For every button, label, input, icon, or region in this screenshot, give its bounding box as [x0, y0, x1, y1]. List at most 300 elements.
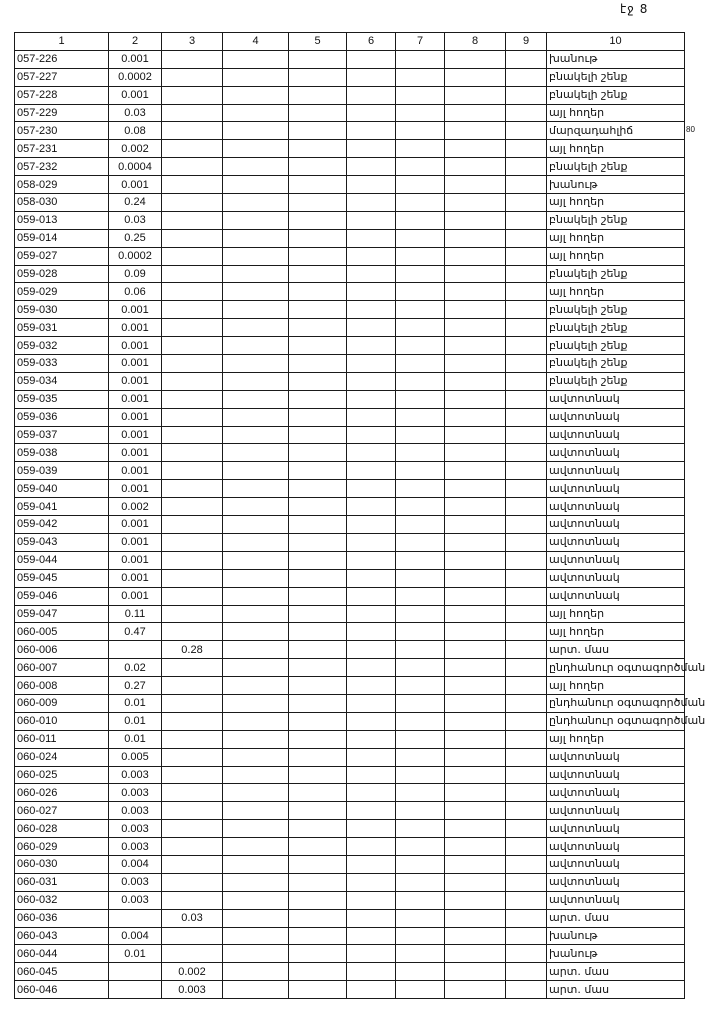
parcel-id-cell: 059-034 — [15, 372, 109, 390]
empty-cell — [223, 372, 289, 390]
area-cell: 0.01 — [109, 694, 162, 712]
empty-cell — [506, 229, 547, 247]
empty-cell — [445, 748, 506, 766]
empty-cell — [347, 355, 396, 373]
empty-cell — [347, 909, 396, 927]
empty-cell — [289, 677, 347, 695]
table-row — [15, 516, 685, 534]
empty-cell — [223, 873, 289, 891]
empty-cell — [223, 677, 289, 695]
parcel-id-cell: 060-046 — [15, 981, 109, 999]
area-extra-cell — [162, 194, 223, 212]
empty-cell — [396, 802, 445, 820]
table-row — [15, 247, 685, 265]
area-cell: 0.003 — [109, 820, 162, 838]
empty-cell — [223, 390, 289, 408]
area-extra-cell — [162, 444, 223, 462]
land-use-cell: խանութ — [547, 176, 685, 194]
area-cell: 0.001 — [109, 337, 162, 355]
empty-cell — [223, 50, 289, 68]
empty-cell — [445, 229, 506, 247]
empty-cell — [223, 229, 289, 247]
parcel-id-cell: 059-030 — [15, 301, 109, 319]
parcel-id-cell: 057-232 — [15, 158, 109, 176]
empty-cell — [506, 551, 547, 569]
table-row — [15, 337, 685, 355]
empty-cell — [289, 68, 347, 86]
empty-cell — [223, 963, 289, 981]
area-cell: 0.002 — [109, 498, 162, 516]
empty-cell — [223, 533, 289, 551]
empty-cell — [506, 140, 547, 158]
empty-cell — [347, 50, 396, 68]
empty-cell — [347, 945, 396, 963]
empty-cell — [223, 516, 289, 534]
empty-cell — [396, 390, 445, 408]
empty-cell — [506, 981, 547, 999]
parcel-id-cell: 059-037 — [15, 426, 109, 444]
area-cell: 0.001 — [109, 50, 162, 68]
empty-cell — [289, 873, 347, 891]
empty-cell — [347, 337, 396, 355]
land-use-cell: այլ հողեր — [547, 229, 685, 247]
land-use-cell: ավտոտնակ — [547, 444, 685, 462]
area-extra-cell — [162, 766, 223, 784]
empty-cell — [396, 712, 445, 730]
empty-cell — [289, 372, 347, 390]
empty-cell — [223, 712, 289, 730]
land-use-cell: այլ հողեր — [547, 730, 685, 748]
area-cell: 0.25 — [109, 229, 162, 247]
empty-cell — [347, 498, 396, 516]
table-row — [15, 873, 685, 891]
empty-cell — [396, 86, 445, 104]
empty-cell — [396, 176, 445, 194]
parcel-id-cell: 058-029 — [15, 176, 109, 194]
area-cell: 0.001 — [109, 551, 162, 569]
empty-cell — [347, 194, 396, 212]
empty-cell — [289, 551, 347, 569]
empty-cell — [396, 158, 445, 176]
land-use-cell: ավտոտնակ — [547, 533, 685, 551]
empty-cell — [289, 784, 347, 802]
area-extra-cell — [162, 838, 223, 856]
area-cell: 0.001 — [109, 480, 162, 498]
empty-cell — [445, 605, 506, 623]
empty-cell — [445, 86, 506, 104]
area-cell: 0.001 — [109, 301, 162, 319]
empty-cell — [445, 784, 506, 802]
parcel-id-cell: 060-008 — [15, 677, 109, 695]
table-row — [15, 283, 685, 301]
empty-cell — [396, 694, 445, 712]
empty-cell — [396, 587, 445, 605]
empty-cell — [347, 516, 396, 534]
area-extra-cell — [162, 408, 223, 426]
area-extra-cell — [162, 480, 223, 498]
empty-cell — [289, 158, 347, 176]
parcel-id-cell: 060-006 — [15, 641, 109, 659]
area-cell: 0.0002 — [109, 247, 162, 265]
empty-cell — [347, 838, 396, 856]
empty-cell — [506, 838, 547, 856]
table-row — [15, 945, 685, 963]
empty-cell — [289, 694, 347, 712]
empty-cell — [289, 587, 347, 605]
empty-cell — [223, 122, 289, 140]
empty-cell — [445, 50, 506, 68]
empty-cell — [396, 766, 445, 784]
empty-cell — [506, 355, 547, 373]
empty-cell — [506, 659, 547, 677]
table-row — [15, 408, 685, 426]
empty-cell — [396, 748, 445, 766]
area-extra-cell — [162, 211, 223, 229]
empty-cell — [506, 408, 547, 426]
parcel-id-cell: 059-028 — [15, 265, 109, 283]
land-use-cell: այլ հողեր — [547, 247, 685, 265]
parcel-id-cell: 059-047 — [15, 605, 109, 623]
table-row — [15, 426, 685, 444]
land-use-cell: բնակելի շենք — [547, 372, 685, 390]
area-cell: 0.003 — [109, 766, 162, 784]
parcel-id-cell: 060-030 — [15, 855, 109, 873]
empty-cell — [506, 68, 547, 86]
parcel-id-cell: 060-036 — [15, 909, 109, 927]
area-extra-cell — [162, 784, 223, 802]
empty-cell — [223, 158, 289, 176]
empty-cell — [347, 694, 396, 712]
table-row — [15, 533, 685, 551]
empty-cell — [347, 301, 396, 319]
empty-cell — [223, 766, 289, 784]
empty-cell — [396, 516, 445, 534]
empty-cell — [445, 855, 506, 873]
area-cell: 0.003 — [109, 838, 162, 856]
empty-cell — [347, 104, 396, 122]
empty-cell — [347, 283, 396, 301]
area-extra-cell — [162, 945, 223, 963]
parcel-id-cell: 059-027 — [15, 247, 109, 265]
empty-cell — [445, 408, 506, 426]
empty-cell — [506, 694, 547, 712]
area-cell: 0.003 — [109, 802, 162, 820]
empty-cell — [396, 945, 445, 963]
empty-cell — [396, 569, 445, 587]
parcel-id-cell: 057-227 — [15, 68, 109, 86]
empty-cell — [396, 122, 445, 140]
land-use-cell: բնակելի շենք — [547, 158, 685, 176]
table-row — [15, 319, 685, 337]
empty-cell — [347, 480, 396, 498]
empty-cell — [289, 766, 347, 784]
empty-cell — [445, 569, 506, 587]
area-cell: 0.001 — [109, 569, 162, 587]
empty-cell — [445, 247, 506, 265]
empty-cell — [223, 641, 289, 659]
land-use-cell: այլ հողեր — [547, 283, 685, 301]
table-row — [15, 820, 685, 838]
land-use-cell: բնակելի շենք — [547, 355, 685, 373]
empty-cell — [347, 211, 396, 229]
empty-cell — [223, 426, 289, 444]
table-row — [15, 587, 685, 605]
empty-cell — [506, 891, 547, 909]
area-cell: 0.01 — [109, 730, 162, 748]
area-cell: 0.06 — [109, 283, 162, 301]
table-row — [15, 927, 685, 945]
land-use-cell: բնակելի շենք — [547, 319, 685, 337]
parcel-id-cell: 060-026 — [15, 784, 109, 802]
table-row — [15, 981, 685, 999]
empty-cell — [396, 873, 445, 891]
parcel-id-cell: 059-035 — [15, 390, 109, 408]
area-extra-cell: 0.003 — [162, 981, 223, 999]
area-cell: 0.005 — [109, 748, 162, 766]
empty-cell — [506, 712, 547, 730]
empty-cell — [289, 712, 347, 730]
parcel-id-cell: 060-043 — [15, 927, 109, 945]
empty-cell — [289, 891, 347, 909]
area-cell: 0.001 — [109, 86, 162, 104]
table-row — [15, 50, 685, 68]
table-row — [15, 229, 685, 247]
table-row — [15, 838, 685, 856]
area-extra-cell — [162, 712, 223, 730]
table-row — [15, 301, 685, 319]
empty-cell — [347, 587, 396, 605]
empty-cell — [445, 927, 506, 945]
empty-cell — [396, 677, 445, 695]
parcel-id-cell: 060-031 — [15, 873, 109, 891]
empty-cell — [347, 766, 396, 784]
land-use-cell: բնակելի շենք — [547, 86, 685, 104]
parcel-id-cell: 060-044 — [15, 945, 109, 963]
table-row — [15, 444, 685, 462]
empty-cell — [289, 981, 347, 999]
empty-cell — [223, 551, 289, 569]
area-extra-cell — [162, 86, 223, 104]
empty-cell — [289, 838, 347, 856]
empty-cell — [396, 229, 445, 247]
parcel-id-cell: 059-014 — [15, 229, 109, 247]
area-cell: 0.001 — [109, 319, 162, 337]
area-extra-cell — [162, 533, 223, 551]
empty-cell — [396, 981, 445, 999]
empty-cell — [223, 623, 289, 641]
empty-cell — [396, 730, 445, 748]
empty-cell — [506, 855, 547, 873]
area-extra-cell — [162, 605, 223, 623]
area-extra-cell — [162, 158, 223, 176]
empty-cell — [506, 319, 547, 337]
empty-cell — [223, 408, 289, 426]
parcel-id-cell: 057-229 — [15, 104, 109, 122]
empty-cell — [347, 462, 396, 480]
empty-cell — [506, 426, 547, 444]
area-extra-cell — [162, 372, 223, 390]
area-cell: 0.0002 — [109, 68, 162, 86]
empty-cell — [347, 533, 396, 551]
area-cell: 0.002 — [109, 140, 162, 158]
empty-cell — [223, 945, 289, 963]
area-extra-cell — [162, 587, 223, 605]
empty-cell — [289, 820, 347, 838]
empty-cell — [396, 211, 445, 229]
area-extra-cell — [162, 140, 223, 158]
empty-cell — [445, 659, 506, 677]
empty-cell — [289, 319, 347, 337]
area-extra-cell — [162, 748, 223, 766]
area-cell: 0.24 — [109, 194, 162, 212]
empty-cell — [223, 855, 289, 873]
empty-cell — [347, 372, 396, 390]
parcel-id-cell: 059-033 — [15, 355, 109, 373]
parcel-id-cell: 060-028 — [15, 820, 109, 838]
empty-cell — [347, 319, 396, 337]
empty-cell — [445, 265, 506, 283]
empty-cell — [506, 623, 547, 641]
empty-cell — [289, 569, 347, 587]
empty-cell — [223, 319, 289, 337]
land-use-cell: այլ հողեր — [547, 623, 685, 641]
empty-cell — [289, 444, 347, 462]
area-extra-cell — [162, 820, 223, 838]
parcel-id-cell: 057-228 — [15, 86, 109, 104]
empty-cell — [445, 211, 506, 229]
parcel-id-cell: 059-031 — [15, 319, 109, 337]
empty-cell — [445, 551, 506, 569]
empty-cell — [223, 927, 289, 945]
parcel-id-cell: 059-032 — [15, 337, 109, 355]
empty-cell — [289, 104, 347, 122]
land-use-cell: բնակելի շենք — [547, 211, 685, 229]
area-cell — [109, 641, 162, 659]
table-row — [15, 730, 685, 748]
empty-cell — [223, 784, 289, 802]
area-cell: 0.0004 — [109, 158, 162, 176]
empty-cell — [289, 390, 347, 408]
empty-cell — [506, 498, 547, 516]
empty-cell — [396, 247, 445, 265]
empty-cell — [289, 927, 347, 945]
land-use-cell: այլ հողեր — [547, 677, 685, 695]
table-row — [15, 390, 685, 408]
land-use-cell: այլ հողեր — [547, 194, 685, 212]
table-row — [15, 963, 685, 981]
table-row — [15, 176, 685, 194]
column-header: 10 — [547, 33, 685, 51]
empty-cell — [289, 211, 347, 229]
empty-cell — [445, 873, 506, 891]
empty-cell — [396, 319, 445, 337]
area-cell: 0.003 — [109, 873, 162, 891]
area-cell — [109, 909, 162, 927]
area-extra-cell — [162, 677, 223, 695]
area-extra-cell — [162, 730, 223, 748]
empty-cell — [223, 68, 289, 86]
empty-cell — [396, 426, 445, 444]
empty-cell — [347, 981, 396, 999]
parcel-id-cell: 060-011 — [15, 730, 109, 748]
empty-cell — [396, 605, 445, 623]
area-cell: 0.001 — [109, 176, 162, 194]
empty-cell — [506, 909, 547, 927]
empty-cell — [445, 766, 506, 784]
empty-cell — [506, 301, 547, 319]
table-row — [15, 748, 685, 766]
empty-cell — [289, 176, 347, 194]
land-use-cell: ընդհանուր օգտագործման — [547, 712, 685, 730]
empty-cell — [506, 963, 547, 981]
empty-cell — [506, 390, 547, 408]
table-row — [15, 480, 685, 498]
empty-cell — [445, 516, 506, 534]
parcel-id-cell: 060-010 — [15, 712, 109, 730]
area-cell: 0.27 — [109, 677, 162, 695]
empty-cell — [223, 104, 289, 122]
area-extra-cell: 0.03 — [162, 909, 223, 927]
empty-cell — [289, 945, 347, 963]
table-row — [15, 211, 685, 229]
empty-cell — [289, 516, 347, 534]
empty-cell — [506, 766, 547, 784]
empty-cell — [289, 659, 347, 677]
land-use-cell: ավտոտնակ — [547, 784, 685, 802]
empty-cell — [396, 372, 445, 390]
area-cell: 0.004 — [109, 927, 162, 945]
area-extra-cell — [162, 569, 223, 587]
empty-cell — [506, 784, 547, 802]
empty-cell — [445, 158, 506, 176]
table-row — [15, 855, 685, 873]
area-cell: 0.001 — [109, 444, 162, 462]
parcel-id-cell: 059-041 — [15, 498, 109, 516]
empty-cell — [445, 337, 506, 355]
land-use-cell: ավտոտնակ — [547, 426, 685, 444]
land-use-cell: բնակելի շենք — [547, 337, 685, 355]
empty-cell — [289, 480, 347, 498]
empty-cell — [396, 909, 445, 927]
empty-cell — [506, 194, 547, 212]
parcel-id-cell: 059-044 — [15, 551, 109, 569]
area-cell: 0.001 — [109, 426, 162, 444]
land-use-cell: ավտոտնակ — [547, 390, 685, 408]
table-row — [15, 355, 685, 373]
area-extra-cell — [162, 891, 223, 909]
land-use-cell: բնակելի շենք — [547, 301, 685, 319]
empty-cell — [396, 104, 445, 122]
empty-cell — [445, 176, 506, 194]
empty-cell — [396, 659, 445, 677]
empty-cell — [347, 122, 396, 140]
empty-cell — [445, 963, 506, 981]
empty-cell — [223, 355, 289, 373]
area-extra-cell — [162, 229, 223, 247]
parcel-id-cell: 059-038 — [15, 444, 109, 462]
area-cell: 0.02 — [109, 659, 162, 677]
empty-cell — [445, 712, 506, 730]
area-extra-cell — [162, 462, 223, 480]
column-header: 9 — [506, 33, 547, 51]
empty-cell — [445, 802, 506, 820]
empty-cell — [506, 283, 547, 301]
area-extra-cell: 0.002 — [162, 963, 223, 981]
empty-cell — [289, 337, 347, 355]
empty-cell — [289, 963, 347, 981]
area-cell: 0.01 — [109, 945, 162, 963]
parcel-id-cell: 060-029 — [15, 838, 109, 856]
